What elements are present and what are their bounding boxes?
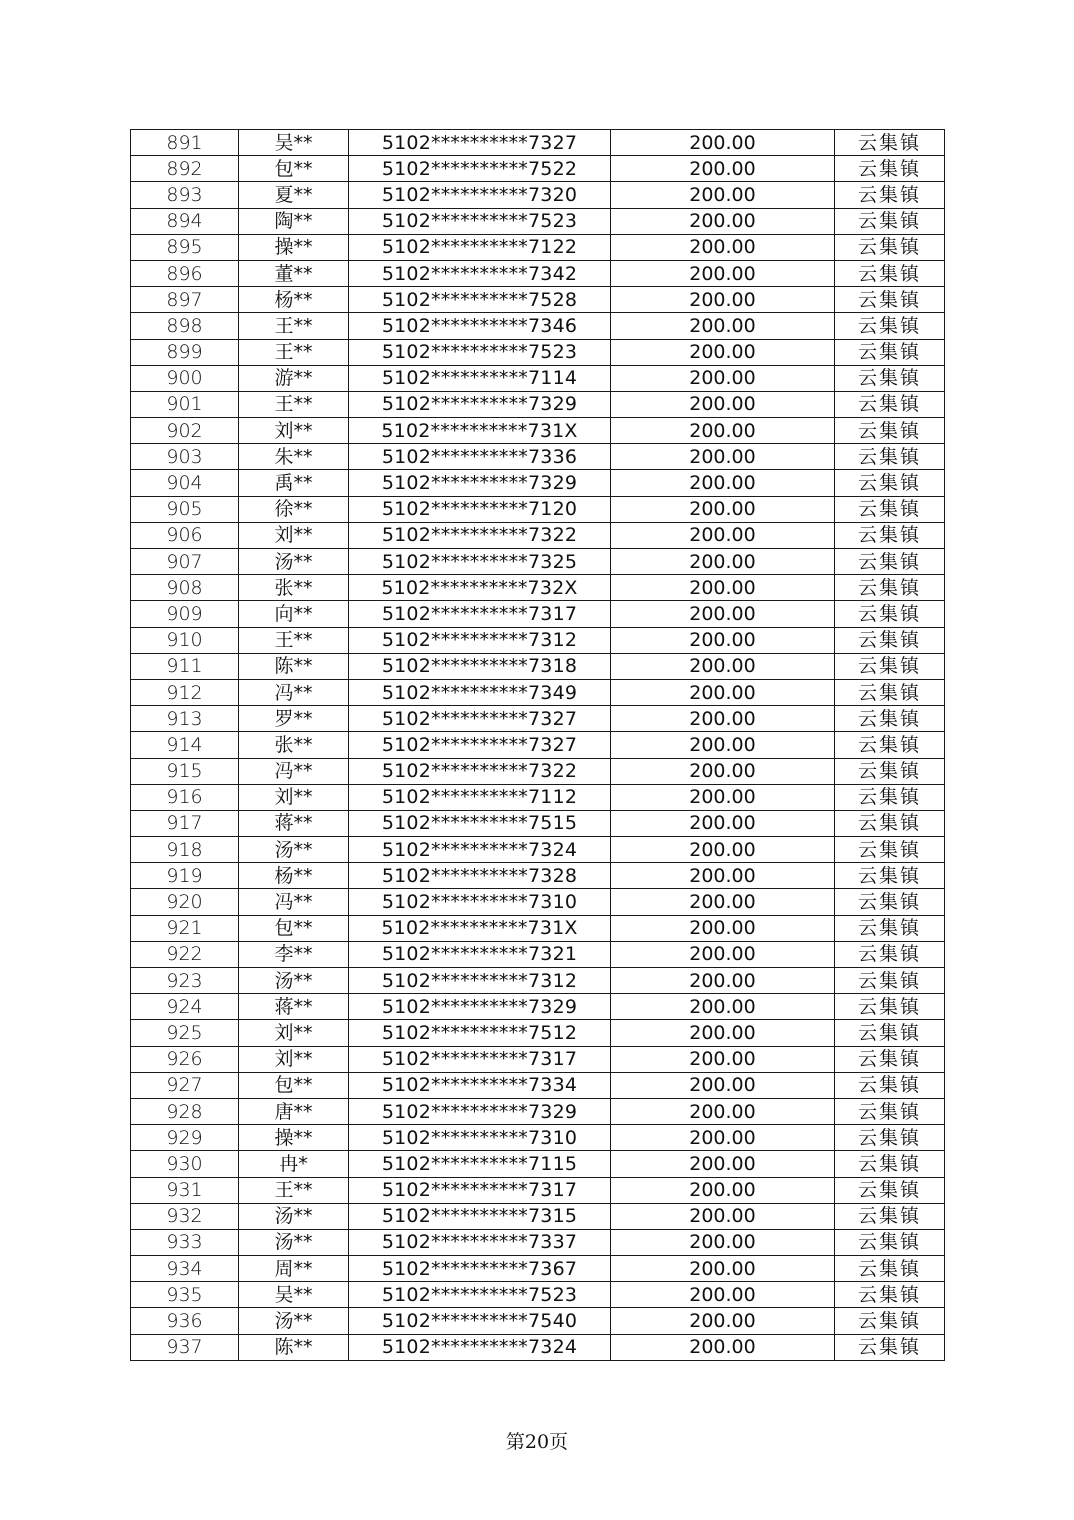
amount-cell: 200.00 bbox=[611, 1334, 835, 1360]
id-number-cell: 5102**********7515 bbox=[349, 810, 611, 836]
amount-cell: 200.00 bbox=[611, 863, 835, 889]
table-row bbox=[131, 653, 945, 679]
id-number-cell: 5102**********7122 bbox=[349, 234, 611, 260]
amount-cell: 200.00 bbox=[611, 1072, 835, 1098]
town-cell: 云集镇 bbox=[835, 156, 945, 182]
name-cell: 唐** bbox=[239, 1098, 349, 1124]
amount-cell: 200.00 bbox=[611, 1125, 835, 1151]
town-cell: 云集镇 bbox=[835, 1177, 945, 1203]
town-cell: 云集镇 bbox=[835, 1203, 945, 1229]
id-number-cell: 5102**********7523 bbox=[349, 1282, 611, 1308]
row-number-cell: 893 bbox=[131, 182, 239, 208]
name-cell: 陈** bbox=[239, 653, 349, 679]
town-cell: 云集镇 bbox=[835, 968, 945, 994]
id-number-cell: 5102**********7528 bbox=[349, 287, 611, 313]
amount-cell: 200.00 bbox=[611, 522, 835, 548]
id-number-cell: 5102**********7315 bbox=[349, 1203, 611, 1229]
table-row bbox=[131, 1308, 945, 1334]
name-cell: 游** bbox=[239, 365, 349, 391]
id-number-cell: 5102**********7317 bbox=[349, 601, 611, 627]
row-number-cell: 904 bbox=[131, 470, 239, 496]
amount-cell: 200.00 bbox=[611, 679, 835, 705]
amount-cell: 200.00 bbox=[611, 1203, 835, 1229]
town-cell: 云集镇 bbox=[835, 915, 945, 941]
amount-cell: 200.00 bbox=[611, 1229, 835, 1255]
town-cell: 云集镇 bbox=[835, 837, 945, 863]
town-cell: 云集镇 bbox=[835, 863, 945, 889]
town-cell: 云集镇 bbox=[835, 1334, 945, 1360]
table-row bbox=[131, 496, 945, 522]
name-cell: 刘** bbox=[239, 1046, 349, 1072]
row-number-cell: 908 bbox=[131, 575, 239, 601]
name-cell: 徐** bbox=[239, 496, 349, 522]
name-cell: 吴** bbox=[239, 130, 349, 156]
table-row bbox=[131, 758, 945, 784]
id-number-cell: 5102**********731X bbox=[349, 915, 611, 941]
row-number-cell: 913 bbox=[131, 706, 239, 732]
table-row bbox=[131, 784, 945, 810]
id-number-cell: 5102**********7322 bbox=[349, 758, 611, 784]
table-row bbox=[131, 968, 945, 994]
table-row bbox=[131, 418, 945, 444]
name-cell: 冉* bbox=[239, 1151, 349, 1177]
id-number-cell: 5102**********7523 bbox=[349, 339, 611, 365]
row-number-cell: 918 bbox=[131, 837, 239, 863]
row-number-cell: 909 bbox=[131, 601, 239, 627]
amount-cell: 200.00 bbox=[611, 260, 835, 286]
table-row bbox=[131, 1046, 945, 1072]
name-cell: 向** bbox=[239, 601, 349, 627]
town-cell: 云集镇 bbox=[835, 522, 945, 548]
name-cell: 操** bbox=[239, 1125, 349, 1151]
town-cell: 云集镇 bbox=[835, 679, 945, 705]
row-number-cell: 919 bbox=[131, 863, 239, 889]
table-row bbox=[131, 889, 945, 915]
id-number-cell: 5102**********731X bbox=[349, 418, 611, 444]
name-cell: 刘** bbox=[239, 1020, 349, 1046]
row-number-cell: 903 bbox=[131, 444, 239, 470]
table-row bbox=[131, 601, 945, 627]
id-number-cell: 5102**********7318 bbox=[349, 653, 611, 679]
name-cell: 王** bbox=[239, 339, 349, 365]
name-cell: 王** bbox=[239, 391, 349, 417]
town-cell: 云集镇 bbox=[835, 810, 945, 836]
row-number-cell: 929 bbox=[131, 1125, 239, 1151]
table-row bbox=[131, 810, 945, 836]
amount-cell: 200.00 bbox=[611, 234, 835, 260]
amount-cell: 200.00 bbox=[611, 470, 835, 496]
amount-cell: 200.00 bbox=[611, 732, 835, 758]
row-number-cell: 927 bbox=[131, 1072, 239, 1098]
row-number-cell: 891 bbox=[131, 130, 239, 156]
id-number-cell: 5102**********7317 bbox=[349, 1177, 611, 1203]
table-body bbox=[131, 130, 945, 1361]
name-cell: 冯** bbox=[239, 758, 349, 784]
id-number-cell: 5102**********7349 bbox=[349, 679, 611, 705]
name-cell: 冯** bbox=[239, 889, 349, 915]
name-cell: 张** bbox=[239, 732, 349, 758]
id-number-cell: 5102**********7112 bbox=[349, 784, 611, 810]
name-cell: 汤** bbox=[239, 837, 349, 863]
row-number-cell: 932 bbox=[131, 1203, 239, 1229]
table-row bbox=[131, 287, 945, 313]
town-cell: 云集镇 bbox=[835, 1308, 945, 1334]
town-cell: 云集镇 bbox=[835, 889, 945, 915]
table-row bbox=[131, 837, 945, 863]
town-cell: 云集镇 bbox=[835, 549, 945, 575]
row-number-cell: 930 bbox=[131, 1151, 239, 1177]
amount-cell: 200.00 bbox=[611, 575, 835, 601]
town-cell: 云集镇 bbox=[835, 418, 945, 444]
town-cell: 云集镇 bbox=[835, 287, 945, 313]
id-number-cell: 5102**********7120 bbox=[349, 496, 611, 522]
town-cell: 云集镇 bbox=[835, 260, 945, 286]
table-row bbox=[131, 234, 945, 260]
id-number-cell: 5102**********7325 bbox=[349, 549, 611, 575]
name-cell: 李** bbox=[239, 941, 349, 967]
id-number-cell: 5102**********7336 bbox=[349, 444, 611, 470]
name-cell: 董** bbox=[239, 260, 349, 286]
row-number-cell: 936 bbox=[131, 1308, 239, 1334]
name-cell: 包** bbox=[239, 156, 349, 182]
row-number-cell: 902 bbox=[131, 418, 239, 444]
row-number-cell: 935 bbox=[131, 1282, 239, 1308]
table-row bbox=[131, 706, 945, 732]
row-number-cell: 916 bbox=[131, 784, 239, 810]
id-number-cell: 5102**********7329 bbox=[349, 391, 611, 417]
id-number-cell: 5102**********7310 bbox=[349, 1125, 611, 1151]
table-row bbox=[131, 1203, 945, 1229]
row-number-cell: 899 bbox=[131, 339, 239, 365]
name-cell: 张** bbox=[239, 575, 349, 601]
id-number-cell: 5102**********7324 bbox=[349, 1334, 611, 1360]
table-row bbox=[131, 1151, 945, 1177]
name-cell: 蒋** bbox=[239, 994, 349, 1020]
amount-cell: 200.00 bbox=[611, 496, 835, 522]
amount-cell: 200.00 bbox=[611, 1256, 835, 1282]
name-cell: 陈** bbox=[239, 1334, 349, 1360]
id-number-cell: 5102**********7342 bbox=[349, 260, 611, 286]
amount-cell: 200.00 bbox=[611, 653, 835, 679]
town-cell: 云集镇 bbox=[835, 941, 945, 967]
id-number-cell: 5102**********7327 bbox=[349, 732, 611, 758]
town-cell: 云集镇 bbox=[835, 1256, 945, 1282]
amount-cell: 200.00 bbox=[611, 1046, 835, 1072]
row-number-cell: 934 bbox=[131, 1256, 239, 1282]
amount-cell: 200.00 bbox=[611, 810, 835, 836]
table-row bbox=[131, 941, 945, 967]
town-cell: 云集镇 bbox=[835, 208, 945, 234]
table-row bbox=[131, 522, 945, 548]
id-number-cell: 5102**********7329 bbox=[349, 470, 611, 496]
table-row bbox=[131, 575, 945, 601]
id-number-cell: 5102**********7115 bbox=[349, 1151, 611, 1177]
row-number-cell: 907 bbox=[131, 549, 239, 575]
row-number-cell: 895 bbox=[131, 234, 239, 260]
town-cell: 云集镇 bbox=[835, 1072, 945, 1098]
amount-cell: 200.00 bbox=[611, 365, 835, 391]
row-number-cell: 921 bbox=[131, 915, 239, 941]
amount-cell: 200.00 bbox=[611, 549, 835, 575]
id-number-cell: 5102**********7312 bbox=[349, 627, 611, 653]
row-number-cell: 897 bbox=[131, 287, 239, 313]
table-row bbox=[131, 1229, 945, 1255]
name-cell: 包** bbox=[239, 915, 349, 941]
town-cell: 云集镇 bbox=[835, 758, 945, 784]
town-cell: 云集镇 bbox=[835, 391, 945, 417]
name-cell: 吴** bbox=[239, 1282, 349, 1308]
amount-cell: 200.00 bbox=[611, 627, 835, 653]
town-cell: 云集镇 bbox=[835, 601, 945, 627]
id-number-cell: 5102**********7329 bbox=[349, 1098, 611, 1124]
amount-cell: 200.00 bbox=[611, 758, 835, 784]
amount-cell: 200.00 bbox=[611, 889, 835, 915]
id-number-cell: 5102**********7321 bbox=[349, 941, 611, 967]
name-cell: 包** bbox=[239, 1072, 349, 1098]
table-row bbox=[131, 313, 945, 339]
row-number-cell: 896 bbox=[131, 260, 239, 286]
town-cell: 云集镇 bbox=[835, 732, 945, 758]
amount-cell: 200.00 bbox=[611, 418, 835, 444]
table-row bbox=[131, 1125, 945, 1151]
id-number-cell: 5102**********7317 bbox=[349, 1046, 611, 1072]
town-cell: 云集镇 bbox=[835, 706, 945, 732]
name-cell: 刘** bbox=[239, 522, 349, 548]
amount-cell: 200.00 bbox=[611, 339, 835, 365]
row-number-cell: 911 bbox=[131, 653, 239, 679]
row-number-cell: 917 bbox=[131, 810, 239, 836]
table-row bbox=[131, 1334, 945, 1360]
name-cell: 夏** bbox=[239, 182, 349, 208]
table-row bbox=[131, 994, 945, 1020]
name-cell: 王** bbox=[239, 313, 349, 339]
town-cell: 云集镇 bbox=[835, 313, 945, 339]
subsidy-table bbox=[130, 129, 945, 1361]
id-number-cell: 5102**********7327 bbox=[349, 706, 611, 732]
amount-cell: 200.00 bbox=[611, 1282, 835, 1308]
id-number-cell: 5102**********7334 bbox=[349, 1072, 611, 1098]
row-number-cell: 894 bbox=[131, 208, 239, 234]
name-cell: 陶** bbox=[239, 208, 349, 234]
amount-cell: 200.00 bbox=[611, 313, 835, 339]
town-cell: 云集镇 bbox=[835, 444, 945, 470]
amount-cell: 200.00 bbox=[611, 208, 835, 234]
row-number-cell: 937 bbox=[131, 1334, 239, 1360]
table-row bbox=[131, 130, 945, 156]
town-cell: 云集镇 bbox=[835, 784, 945, 810]
name-cell: 汤** bbox=[239, 968, 349, 994]
id-number-cell: 5102**********7320 bbox=[349, 182, 611, 208]
id-number-cell: 5102**********7114 bbox=[349, 365, 611, 391]
amount-cell: 200.00 bbox=[611, 601, 835, 627]
id-number-cell: 5102**********7328 bbox=[349, 863, 611, 889]
id-number-cell: 5102**********7310 bbox=[349, 889, 611, 915]
amount-cell: 200.00 bbox=[611, 784, 835, 810]
amount-cell: 200.00 bbox=[611, 915, 835, 941]
amount-cell: 200.00 bbox=[611, 837, 835, 863]
table-row bbox=[131, 444, 945, 470]
amount-cell: 200.00 bbox=[611, 182, 835, 208]
row-number-cell: 906 bbox=[131, 522, 239, 548]
amount-cell: 200.00 bbox=[611, 391, 835, 417]
amount-cell: 200.00 bbox=[611, 1308, 835, 1334]
town-cell: 云集镇 bbox=[835, 339, 945, 365]
table-row bbox=[131, 915, 945, 941]
row-number-cell: 920 bbox=[131, 889, 239, 915]
row-number-cell: 926 bbox=[131, 1046, 239, 1072]
table-row bbox=[131, 1177, 945, 1203]
id-number-cell: 5102**********7337 bbox=[349, 1229, 611, 1255]
town-cell: 云集镇 bbox=[835, 1098, 945, 1124]
amount-cell: 200.00 bbox=[611, 1098, 835, 1124]
amount-cell: 200.00 bbox=[611, 130, 835, 156]
town-cell: 云集镇 bbox=[835, 182, 945, 208]
row-number-cell: 901 bbox=[131, 391, 239, 417]
name-cell: 周** bbox=[239, 1256, 349, 1282]
table-row bbox=[131, 1020, 945, 1046]
name-cell: 刘** bbox=[239, 784, 349, 810]
name-cell: 王** bbox=[239, 1177, 349, 1203]
town-cell: 云集镇 bbox=[835, 1229, 945, 1255]
row-number-cell: 914 bbox=[131, 732, 239, 758]
name-cell: 汤** bbox=[239, 1308, 349, 1334]
name-cell: 汤** bbox=[239, 1203, 349, 1229]
amount-cell: 200.00 bbox=[611, 444, 835, 470]
id-number-cell: 5102**********7540 bbox=[349, 1308, 611, 1334]
id-number-cell: 5102**********7367 bbox=[349, 1256, 611, 1282]
row-number-cell: 892 bbox=[131, 156, 239, 182]
town-cell: 云集镇 bbox=[835, 653, 945, 679]
name-cell: 汤** bbox=[239, 1229, 349, 1255]
row-number-cell: 912 bbox=[131, 679, 239, 705]
name-cell: 禹** bbox=[239, 470, 349, 496]
amount-cell: 200.00 bbox=[611, 287, 835, 313]
table-row bbox=[131, 391, 945, 417]
town-cell: 云集镇 bbox=[835, 130, 945, 156]
id-number-cell: 5102**********7346 bbox=[349, 313, 611, 339]
town-cell: 云集镇 bbox=[835, 234, 945, 260]
town-cell: 云集镇 bbox=[835, 1046, 945, 1072]
row-number-cell: 905 bbox=[131, 496, 239, 522]
page-number: 第20页 bbox=[505, 1431, 569, 1453]
town-cell: 云集镇 bbox=[835, 1125, 945, 1151]
name-cell: 蒋** bbox=[239, 810, 349, 836]
table-row bbox=[131, 732, 945, 758]
row-number-cell: 922 bbox=[131, 941, 239, 967]
table-row bbox=[131, 470, 945, 496]
town-cell: 云集镇 bbox=[835, 470, 945, 496]
town-cell: 云集镇 bbox=[835, 575, 945, 601]
row-number-cell: 931 bbox=[131, 1177, 239, 1203]
name-cell: 杨** bbox=[239, 287, 349, 313]
name-cell: 操** bbox=[239, 234, 349, 260]
row-number-cell: 925 bbox=[131, 1020, 239, 1046]
town-cell: 云集镇 bbox=[835, 1282, 945, 1308]
amount-cell: 200.00 bbox=[611, 968, 835, 994]
id-number-cell: 5102**********7324 bbox=[349, 837, 611, 863]
row-number-cell: 928 bbox=[131, 1098, 239, 1124]
row-number-cell: 898 bbox=[131, 313, 239, 339]
row-number-cell: 933 bbox=[131, 1229, 239, 1255]
table-row bbox=[131, 156, 945, 182]
id-number-cell: 5102**********7523 bbox=[349, 208, 611, 234]
table-row bbox=[131, 1072, 945, 1098]
table-row bbox=[131, 1256, 945, 1282]
name-cell: 汤** bbox=[239, 549, 349, 575]
amount-cell: 200.00 bbox=[611, 156, 835, 182]
table-row bbox=[131, 208, 945, 234]
table-row bbox=[131, 182, 945, 208]
amount-cell: 200.00 bbox=[611, 1177, 835, 1203]
row-number-cell: 910 bbox=[131, 627, 239, 653]
town-cell: 云集镇 bbox=[835, 994, 945, 1020]
town-cell: 云集镇 bbox=[835, 627, 945, 653]
table-row bbox=[131, 339, 945, 365]
town-cell: 云集镇 bbox=[835, 496, 945, 522]
name-cell: 冯** bbox=[239, 679, 349, 705]
id-number-cell: 5102**********732X bbox=[349, 575, 611, 601]
name-cell: 罗** bbox=[239, 706, 349, 732]
row-number-cell: 915 bbox=[131, 758, 239, 784]
table-row bbox=[131, 1282, 945, 1308]
row-number-cell: 924 bbox=[131, 994, 239, 1020]
town-cell: 云集镇 bbox=[835, 365, 945, 391]
name-cell: 朱** bbox=[239, 444, 349, 470]
id-number-cell: 5102**********7312 bbox=[349, 968, 611, 994]
name-cell: 王** bbox=[239, 627, 349, 653]
id-number-cell: 5102**********7329 bbox=[349, 994, 611, 1020]
town-cell: 云集镇 bbox=[835, 1151, 945, 1177]
amount-cell: 200.00 bbox=[611, 994, 835, 1020]
id-number-cell: 5102**********7322 bbox=[349, 522, 611, 548]
name-cell: 刘** bbox=[239, 418, 349, 444]
id-number-cell: 5102**********7512 bbox=[349, 1020, 611, 1046]
table-row bbox=[131, 549, 945, 575]
table-row bbox=[131, 627, 945, 653]
amount-cell: 200.00 bbox=[611, 941, 835, 967]
table-row bbox=[131, 863, 945, 889]
table-row bbox=[131, 1098, 945, 1124]
table-row bbox=[131, 365, 945, 391]
id-number-cell: 5102**********7522 bbox=[349, 156, 611, 182]
name-cell: 杨** bbox=[239, 863, 349, 889]
amount-cell: 200.00 bbox=[611, 1151, 835, 1177]
row-number-cell: 900 bbox=[131, 365, 239, 391]
amount-cell: 200.00 bbox=[611, 1020, 835, 1046]
amount-cell: 200.00 bbox=[611, 706, 835, 732]
id-number-cell: 5102**********7327 bbox=[349, 130, 611, 156]
table-row bbox=[131, 679, 945, 705]
town-cell: 云集镇 bbox=[835, 1020, 945, 1046]
row-number-cell: 923 bbox=[131, 968, 239, 994]
table-row bbox=[131, 260, 945, 286]
